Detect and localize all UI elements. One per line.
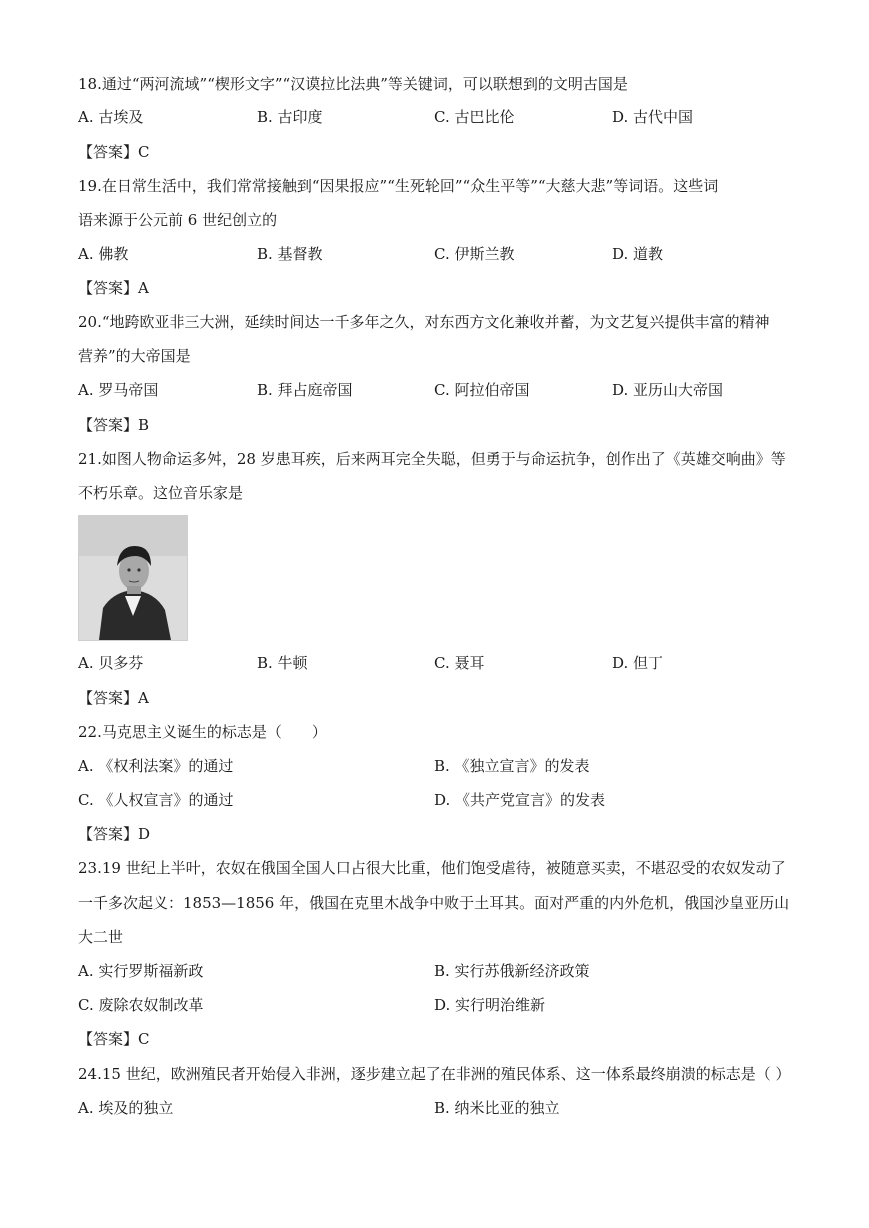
question-19-stem-line2: 语来源于公元前 6 世纪创立的: [78, 211, 278, 229]
question-18-stem: 18.通过“两河流域”“楔形文字”“汉谟拉比法典”等关键词，可以联想到的文明古国是: [78, 75, 628, 93]
question-23-stem-line1: 23.19 世纪上半叶，农奴在俄国全国人口占很大比重，他们饱受虐待，被随意买卖，不堪忍受的农奴发动了: [78, 859, 786, 877]
q21-answer: 【答案】A: [78, 689, 149, 707]
q22-option-d[interactable]: D. 《共产党宣言》的发表: [434, 791, 606, 809]
q21-option-a[interactable]: A. 贝多芬: [78, 654, 144, 672]
q20-option-d[interactable]: D. 亚历山大帝国: [612, 381, 724, 399]
question-22-stem: 22.马克思主义诞生的标志是（ ）: [78, 723, 327, 741]
q21-option-d[interactable]: D. 但丁: [612, 654, 664, 672]
q18-answer: 【答案】C: [78, 143, 150, 161]
q23-option-d[interactable]: D. 实行明治维新: [434, 996, 546, 1014]
q24-option-a[interactable]: A. 埃及的独立: [78, 1099, 174, 1117]
q18-option-c[interactable]: C. 古巴比伦: [434, 108, 515, 126]
q22-answer: 【答案】D: [78, 825, 151, 843]
q23-option-c[interactable]: C. 废除农奴制改革: [78, 996, 204, 1014]
q23-answer: 【答案】C: [78, 1030, 150, 1048]
q18-option-a[interactable]: A. 古埃及: [78, 108, 144, 126]
q20-answer: 【答案】B: [78, 416, 150, 434]
q24-option-b[interactable]: B. 纳米比亚的独立: [434, 1099, 560, 1117]
q19-answer: 【答案】A: [78, 279, 149, 297]
beethoven-portrait-image: [78, 515, 188, 641]
q21-option-b[interactable]: B. 牛顿: [257, 654, 308, 672]
q18-option-b[interactable]: B. 古印度: [257, 108, 323, 126]
portrait-illustration: [79, 516, 187, 640]
q22-option-a[interactable]: A. 《权利法案》的通过: [78, 757, 234, 775]
q22-option-c[interactable]: C. 《人权宣言》的通过: [78, 791, 234, 809]
q20-option-a[interactable]: A. 罗马帝国: [78, 381, 159, 399]
question-20-stem-line2: 营养”的大帝国是: [78, 347, 191, 365]
q18-option-d[interactable]: D. 古代中国: [612, 108, 694, 126]
q19-option-c[interactable]: C. 伊斯兰教: [434, 245, 515, 263]
question-21-stem-line1: 21.如图人物命运多舛，28 岁患耳疾，后来两耳完全失聪，但勇于与命运抗争，创作出了《英雄交响曲》等: [78, 450, 786, 468]
q19-option-d[interactable]: D. 道教: [612, 245, 664, 263]
q23-option-a[interactable]: A. 实行罗斯福新政: [78, 962, 204, 980]
question-23-stem-line3: 大二世: [78, 928, 124, 946]
q20-option-c[interactable]: C. 阿拉伯帝国: [434, 381, 530, 399]
q21-option-c[interactable]: C. 聂耳: [434, 654, 485, 672]
q23-option-b[interactable]: B. 实行苏俄新经济政策: [434, 962, 590, 980]
q22-option-b[interactable]: B. 《独立宣言》的发表: [434, 757, 590, 775]
q20-option-b[interactable]: B. 拜占庭帝国: [257, 381, 353, 399]
question-24-stem: 24.15 世纪，欧洲殖民者开始侵入非洲，逐步建立起了在非洲的殖民体系、这一体系最终崩溃的标志是（ ）: [78, 1065, 791, 1083]
question-19-stem-line1: 19.在日常生活中，我们常常接触到“因果报应”“生死轮回”“众生平等”“大慈大悲”等词语。这些词: [78, 177, 719, 195]
q19-option-b[interactable]: B. 基督教: [257, 245, 323, 263]
question-20-stem-line1: 20.“地跨欧亚非三大洲，延续时间达一千多年之久，对东西方文化兼收并蓄，为文艺复兴提供丰富的精神: [78, 313, 770, 331]
question-23-stem-line2: 一千多次起义：1853—1856 年，俄国在克里木战争中败于土耳其。面对严重的内外危机，俄国沙皇亚历山: [78, 894, 790, 912]
question-21-stem-line2: 不朽乐章。这位音乐家是: [78, 484, 244, 502]
q19-option-a[interactable]: A. 佛教: [78, 245, 129, 263]
